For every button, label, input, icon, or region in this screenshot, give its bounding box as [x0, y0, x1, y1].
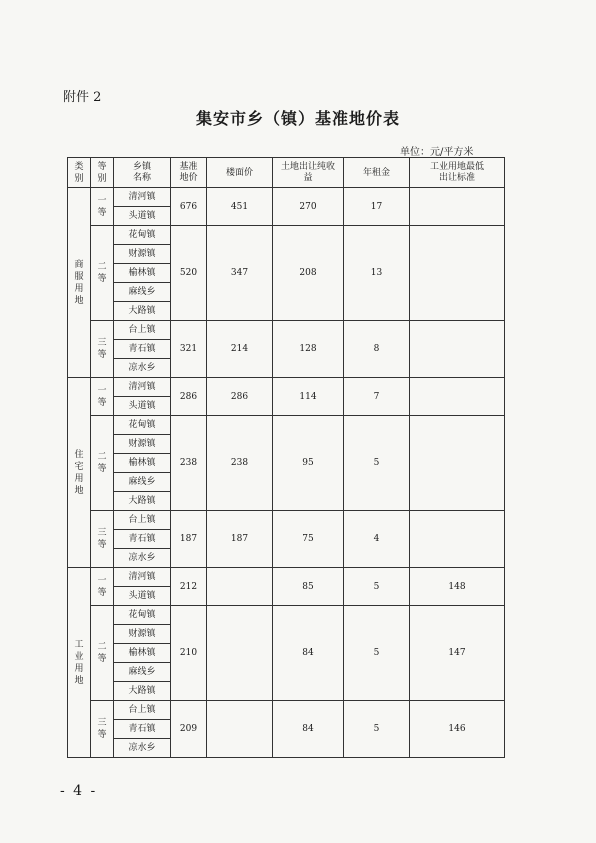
grade-cell-text: 三等 [97, 338, 107, 360]
header-base-price [171, 158, 207, 188]
grade-cell [91, 606, 114, 701]
grade-cell-text: 二等 [97, 262, 107, 284]
net-income-cell: 84 [273, 701, 344, 758]
grade-cell-text: 一等 [97, 385, 107, 408]
grade-cell [91, 416, 114, 511]
town-cell: 凉水乡 [114, 739, 171, 758]
industrial-min-cell [410, 188, 505, 226]
floor-price-cell: 347 [207, 226, 273, 321]
town-cell: 台上镇 [114, 701, 171, 720]
header-base-price-text: 基准地价 [179, 161, 198, 183]
header-grade: 等别 [91, 158, 114, 188]
annual-rent-cell: 4 [344, 511, 410, 568]
town-cell: 花甸镇 [114, 226, 171, 245]
land-price-table [67, 157, 505, 758]
header-industrial-min [410, 158, 505, 188]
page-title: 集安市乡（镇）基准地价表 [195, 109, 400, 128]
town-cell: 财源镇 [114, 625, 171, 644]
category-cell [68, 378, 91, 568]
attachment-label: 附件 2 [63, 90, 102, 105]
base-price-cell: 520 [171, 226, 207, 321]
floor-price-cell: 238 [207, 416, 273, 511]
annual-rent-cell: 5 [344, 701, 410, 758]
grade-cell-text: 二等 [97, 642, 107, 664]
floor-price-cell [207, 568, 273, 606]
town-cell: 财源镇 [114, 435, 171, 454]
town-cell: 台上镇 [114, 321, 171, 340]
grade-cell-text: 三等 [97, 718, 107, 740]
annual-rent-cell: 5 [344, 568, 410, 606]
base-price-cell: 210 [171, 606, 207, 701]
annual-rent-cell: 7 [344, 378, 410, 416]
floor-price-cell: 451 [207, 188, 273, 226]
table-body [68, 158, 505, 758]
industrial-min-cell [410, 378, 505, 416]
net-income-cell: 95 [273, 416, 344, 511]
town-cell: 台上镇 [114, 511, 171, 530]
category-cell-text: 商服用地 [74, 259, 84, 306]
category-cell-text: 工业用地 [74, 639, 84, 686]
industrial-min-cell [410, 226, 505, 321]
floor-price-cell [207, 701, 273, 758]
town-cell: 榆林镇 [114, 644, 171, 663]
town-cell: 青石镇 [114, 720, 171, 739]
net-income-cell: 128 [273, 321, 344, 378]
industrial-min-cell: 147 [410, 606, 505, 701]
table-row [68, 416, 505, 435]
town-cell: 麻线乡 [114, 663, 171, 682]
town-cell: 清河镇 [114, 378, 171, 397]
town-cell: 凉水乡 [114, 359, 171, 378]
floor-price-cell: 187 [207, 511, 273, 568]
net-income-cell: 208 [273, 226, 344, 321]
grade-cell-text: 三等 [97, 528, 107, 550]
town-cell: 青石镇 [114, 530, 171, 549]
table-row [68, 511, 505, 530]
grade-cell-text: 一等 [97, 575, 107, 598]
header-town-text: 乡镇名称 [132, 161, 151, 183]
table-row [68, 701, 505, 720]
town-cell: 大路镇 [114, 302, 171, 321]
town-cell: 花甸镇 [114, 416, 171, 435]
net-income-cell: 75 [273, 511, 344, 568]
table-row [68, 188, 505, 207]
floor-price-cell [207, 606, 273, 701]
table-row [68, 568, 505, 587]
annual-rent-cell: 5 [344, 606, 410, 701]
page-number: - 4 - [60, 783, 98, 799]
header-net-income [273, 158, 344, 188]
town-cell: 大路镇 [114, 492, 171, 511]
grade-cell [91, 321, 114, 378]
base-price-cell: 321 [171, 321, 207, 378]
net-income-cell: 114 [273, 378, 344, 416]
town-cell: 财源镇 [114, 245, 171, 264]
town-cell: 大路镇 [114, 682, 171, 701]
base-price-cell: 187 [171, 511, 207, 568]
table-header-row [68, 158, 505, 188]
header-town [114, 158, 171, 188]
base-price-cell: 286 [171, 378, 207, 416]
annual-rent-cell: 17 [344, 188, 410, 226]
header-net-income-text: 土地出让纯收益 [280, 161, 335, 183]
table-row [68, 606, 505, 625]
grade-cell [91, 511, 114, 568]
grade-cell [91, 701, 114, 758]
industrial-min-cell: 148 [410, 568, 505, 606]
town-cell: 青石镇 [114, 340, 171, 359]
category-cell-text: 住宅用地 [74, 449, 84, 496]
floor-price-cell: 214 [207, 321, 273, 378]
net-income-cell: 84 [273, 606, 344, 701]
town-cell: 头道镇 [114, 397, 171, 416]
annual-rent-cell: 13 [344, 226, 410, 321]
town-cell: 清河镇 [114, 188, 171, 207]
grade-cell [91, 378, 114, 416]
town-cell: 头道镇 [114, 207, 171, 226]
grade-cell [91, 568, 114, 606]
base-price-cell: 212 [171, 568, 207, 606]
header-industrial-min-text: 工业用地最低出让标准 [429, 161, 484, 183]
grade-cell-text: 二等 [97, 452, 107, 474]
header-category: 类别 [68, 158, 91, 188]
base-price-cell: 209 [171, 701, 207, 758]
annual-rent-cell: 5 [344, 416, 410, 511]
floor-price-cell: 286 [207, 378, 273, 416]
town-cell: 麻线乡 [114, 283, 171, 302]
table-row [68, 321, 505, 340]
industrial-min-cell [410, 321, 505, 378]
industrial-min-cell [410, 511, 505, 568]
town-cell: 榆林镇 [114, 454, 171, 473]
net-income-cell: 85 [273, 568, 344, 606]
town-cell: 头道镇 [114, 587, 171, 606]
town-cell: 榆林镇 [114, 264, 171, 283]
town-cell: 麻线乡 [114, 473, 171, 492]
category-cell [68, 568, 91, 758]
category-cell [68, 188, 91, 378]
net-income-cell: 270 [273, 188, 344, 226]
annual-rent-cell: 8 [344, 321, 410, 378]
town-cell: 凉水乡 [114, 549, 171, 568]
grade-cell [91, 226, 114, 321]
header-floor-price: 楼面价 [207, 158, 273, 188]
industrial-min-cell [410, 416, 505, 511]
town-cell: 花甸镇 [114, 606, 171, 625]
base-price-cell: 676 [171, 188, 207, 226]
grade-cell-text: 一等 [97, 195, 107, 218]
grade-cell [91, 188, 114, 226]
industrial-min-cell: 146 [410, 701, 505, 758]
base-price-cell: 238 [171, 416, 207, 511]
table-row [68, 226, 505, 245]
unit-label: 单位：元/平方米 [400, 147, 474, 158]
table-row [68, 378, 505, 397]
header-annual-rent: 年租金 [344, 158, 410, 188]
town-cell: 清河镇 [114, 568, 171, 587]
